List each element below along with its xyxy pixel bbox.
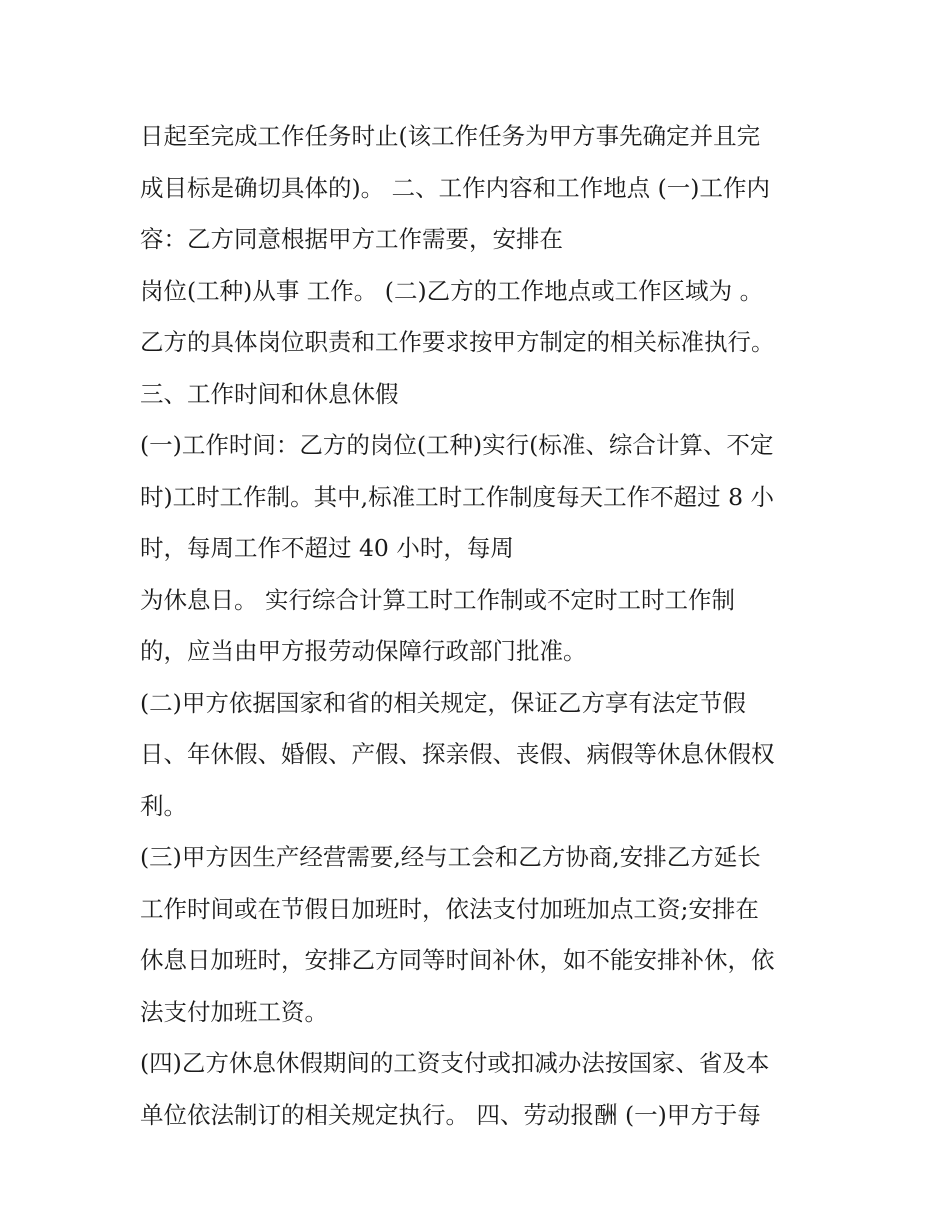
text-line: (三)甲方因生产经营需要,经与工会和乙方协商,安排乙方延长	[140, 843, 761, 871]
contract-body-text	[140, 111, 840, 1141]
text-line: 日、年休假、婚假、产假、探亲假、丧假、病假等休息休假权	[140, 740, 775, 768]
text-line: 工作时间或在节假日加班时，依法支付加班加点工资;安排在	[140, 894, 759, 923]
section-heading: 三、工作时间和休息休假	[140, 379, 399, 408]
text-line: (四)乙方休息休假期间的工资支付或扣减办法按国家、省及本	[140, 1049, 770, 1077]
text-line: 容：乙方同意根据甲方工作需要，安排在	[140, 225, 563, 253]
text-line: 乙方的具体岗位职责和工作要求按甲方制定的相关标准执行。	[140, 328, 775, 356]
text-line: 日起至完成工作任务时止(该工作任务为甲方事先确定并且完	[140, 122, 761, 150]
text-line: 的，应当由甲方报劳动保障行政部门批准。	[140, 637, 587, 665]
text-line: 法支付加班工资。	[140, 997, 328, 1026]
text-line: 岗位(工种)从事 工作。 (二)乙方的工作地点或工作区域为 。	[140, 276, 764, 305]
text-line: 单位依法制订的相关规定执行。 四、劳动报酬 (一)甲方于每	[140, 1100, 761, 1129]
text-line: (二)甲方依据国家和省的相关规定，保证乙方享有法定节假	[140, 688, 746, 717]
text-line: 休息日加班时，安排乙方同等时间补休，如不能安排补休，依	[140, 946, 775, 974]
text-line: (一)工作时间：乙方的岗位(工种)实行(标准、综合计算、不定	[140, 431, 774, 459]
text-line: 时)工时工作制。其中,标准工时工作制度每天工作不超过 8 小	[140, 482, 775, 511]
text-line: 成目标是确切具体的)。 二、工作内容和工作地点 (一)工作内	[140, 173, 770, 202]
text-line: 利。	[140, 791, 187, 820]
text-line: 时，每周工作不超过 40 小时，每周	[140, 534, 514, 562]
text-line: 为休息日。 实行综合计算工时工作制或不定时工时工作制	[140, 585, 735, 614]
